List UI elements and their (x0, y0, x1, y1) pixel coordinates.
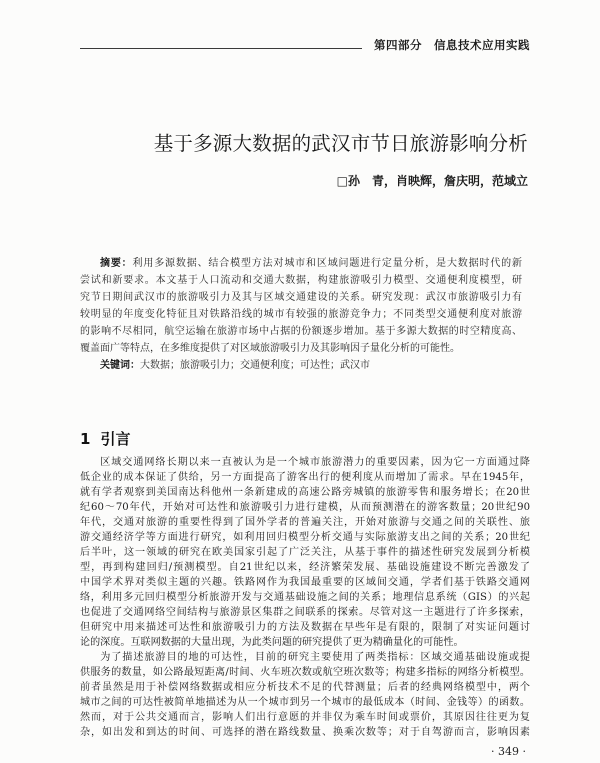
body-line: 低企业的成本保证了供给，另一方面提高了游客出行的便利度从而增加了需求。早在1945年， (80, 472, 530, 483)
body-line: 论的深度。互联网数据的大量出现，为此类问题的研究提供了更为精确量化的可能性。 (80, 637, 464, 648)
body-line: 也促进了交通网络空间结构与旅游景区集群之间联系的探索。尽管对这一主题进行了许多探索， (80, 607, 530, 618)
body-line: 后半叶，这一领域的研究在欧美国家引起了广泛关注，从基于事件的描述性研究发展到分析模 (80, 547, 530, 558)
section-number: 1 (80, 430, 91, 448)
body-line: 就有学者观察到美国南达科他州一条新建成的高速公路旁城镇的旅游零售和服务增长；在20世 (80, 487, 530, 498)
abstract-line: 较明显的年度变化特征且对铁路沿线的城市有较强的旅游竞争力；不同类型交通便利度对旅游 (80, 309, 522, 320)
body-text (80, 455, 530, 740)
header-rule (80, 48, 362, 49)
body-line: 纪60～70年代，开始对可达性和旅游吸引力进行建模，从而预测潜在的游客数量；20世纪90 (80, 502, 530, 513)
paper-authors: □孙 青，肖映辉，詹庆明，范域立 (336, 174, 528, 188)
page-number: · 349 · (491, 745, 526, 758)
abstract-line: 尝试和新要求。本文基于人口流动和交通大数据，构建旅游吸引力模型、交通便利度模型，研 (80, 275, 522, 286)
body-line: 供服务的数量，如公路最短距离/时间、火车班次数或航空班次数等；构建多指标的网络分析模型。 (80, 667, 530, 678)
body-line: 为了描述旅游目的地的可达性，目前的研究主要使用了两类指标：区域交通基础设施或提 (100, 652, 530, 663)
body-line: 游交通经济学等方面进行研究，如利用回归模型分析交通与实际旅游支出之间的关系；20世纪 (80, 532, 530, 543)
abstract-line: 的影响不尽相同，航空运输在旅游市场中占据的份额逐步增加。基于多源大数据的时空精度高、 (80, 326, 522, 337)
keywords (80, 357, 522, 374)
paper-title: 基于多源大数据的武汉市节日旅游影响分析 (153, 132, 528, 155)
body-line: 前者虽然是用于补偿网络数据或相应分析技术不足的代替测量；后者的经典网络模型中，两个 (80, 682, 530, 693)
body-line: 年代，交通对旅游的重要性得到了国外学者的普遍关注，开始对旅游与交通之间的关联性、旅 (80, 517, 530, 528)
abstract-line: 究节日期间武汉市的旅游吸引力及其与区域交通建设的关系。研究发现：武汉市旅游吸引力有 (80, 292, 522, 303)
abstract-line (80, 255, 522, 272)
body-line: 但研究中用来描述可达性和旅游吸引力的方法及数据在早些年是有限的，限制了对实证问题讨 (80, 622, 530, 633)
keywords-label: 关键词： (100, 360, 140, 371)
running-header (80, 37, 530, 53)
keywords-text: 大数据；旅游吸引力；交通便利度；可达性；武汉市 (140, 360, 370, 371)
abstract-label: 摘要： (100, 258, 133, 269)
body-line: 区域交通网络长期以来一直被认为是一个城市旅游潜力的重要因素，因为它一方面通过降 (100, 457, 530, 468)
abstract (80, 255, 522, 374)
section-heading (80, 428, 130, 449)
body-line: 中国学术界对类似主题的兴趣。铁路网作为我国最重要的区域间交通，学者们基于铁路交通网 (80, 577, 530, 588)
abstract-text: 利用多源数据、结合模型方法对城市和区域问题进行定量分析，是大数据时代的新 (132, 258, 523, 269)
body-line: 然而，对于公共交通而言，影响人们出行意愿的并非仅为乘车时间或票价，其原因往往更为复 (80, 712, 530, 723)
body-line: 城市之间的可达性被简单地描述为从一个城市到另一个城市的最低成本（时间、金钱等）的函数。 (80, 697, 530, 708)
body-line: 型，再到构建回归/预测模型。自21世纪以来，经济繁荣发展、基础设施建设不断完善激发了 (80, 562, 530, 573)
body-line: 杂，如出发和到达的时间、可选择的潜在路线数量、换乘次数等；对于自驾游而言，影响因素 (80, 727, 530, 738)
body-line: 络，利用多元回归模型分析旅游开发与交通基础设施之间的关系；地理信息系统（GIS）的兴起 (80, 592, 530, 603)
abstract-line: 覆盖面广等特点，在多维度提供了对区域旅游吸引力及其影响因子量化分析的可能性。 (80, 343, 460, 354)
header-section-title: 第四部分 信息技术应用实践 (374, 38, 530, 52)
section-title: 引言 (100, 430, 131, 448)
